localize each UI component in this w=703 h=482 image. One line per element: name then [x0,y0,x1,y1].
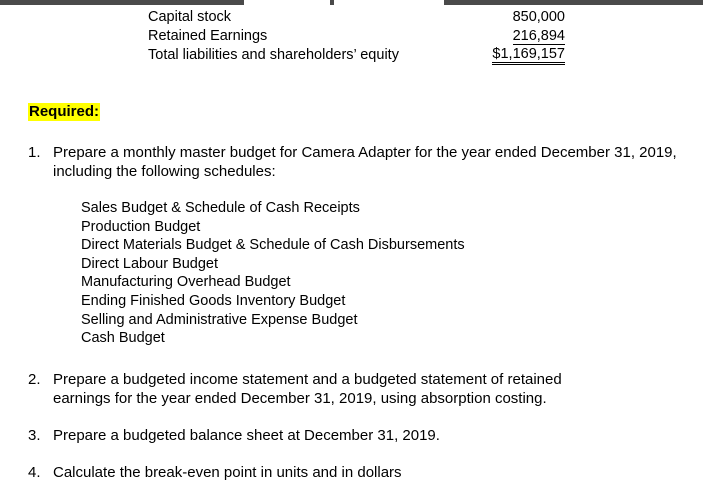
retained-earnings-value: 216,894 [512,28,565,44]
retained-earnings-label: Retained Earnings [148,28,268,44]
question-number: 2. [28,371,41,388]
schedule-item: Direct Labour Budget [81,255,219,272]
question-text: Prepare a budgeted income statement and a budgeted statement of retained earnings for the year ended December 31, 2019, using absorption costing. [53,371,562,407]
schedule-item: Production Budget [81,218,201,235]
schedule-item: Direct Materials Budget & Schedule of Cash Disbursements [81,237,465,254]
schedule-item: Manufacturing Overhead Budget [81,274,291,291]
question-text: Prepare a monthly master budget for Camera Adapter for the year ended December 31, 2019, including the following schedules: [53,144,677,180]
schedule-item: Ending Finished Goods Inventory Budget [81,292,346,309]
schedule-item: Selling and Administrative Expense Budget [81,311,358,328]
question-number: 4. [28,464,41,481]
question-number: 1. [28,144,41,161]
capital-stock-label: Capital stock [148,9,232,25]
schedule-item: Cash Budget [81,330,165,347]
schedule-list [81,199,465,348]
total-liabilities-equity-label: Total liabilities and shareholders’ equity [148,47,399,63]
question-text: Calculate the break-even point in units and in dollars [53,464,402,481]
question-number: 3. [28,427,41,444]
required-heading: Required: [29,103,100,120]
capital-stock-value: 850,000 [512,9,565,25]
top-border-gap [334,0,444,5]
top-border-gap [244,0,330,5]
question-text: Prepare a budgeted balance sheet at December 31, 2019. [53,427,440,444]
schedule-item: Sales Budget & Schedule of Cash Receipts [81,200,360,216]
total-liabilities-equity-value: $1,169,157 [492,47,565,65]
